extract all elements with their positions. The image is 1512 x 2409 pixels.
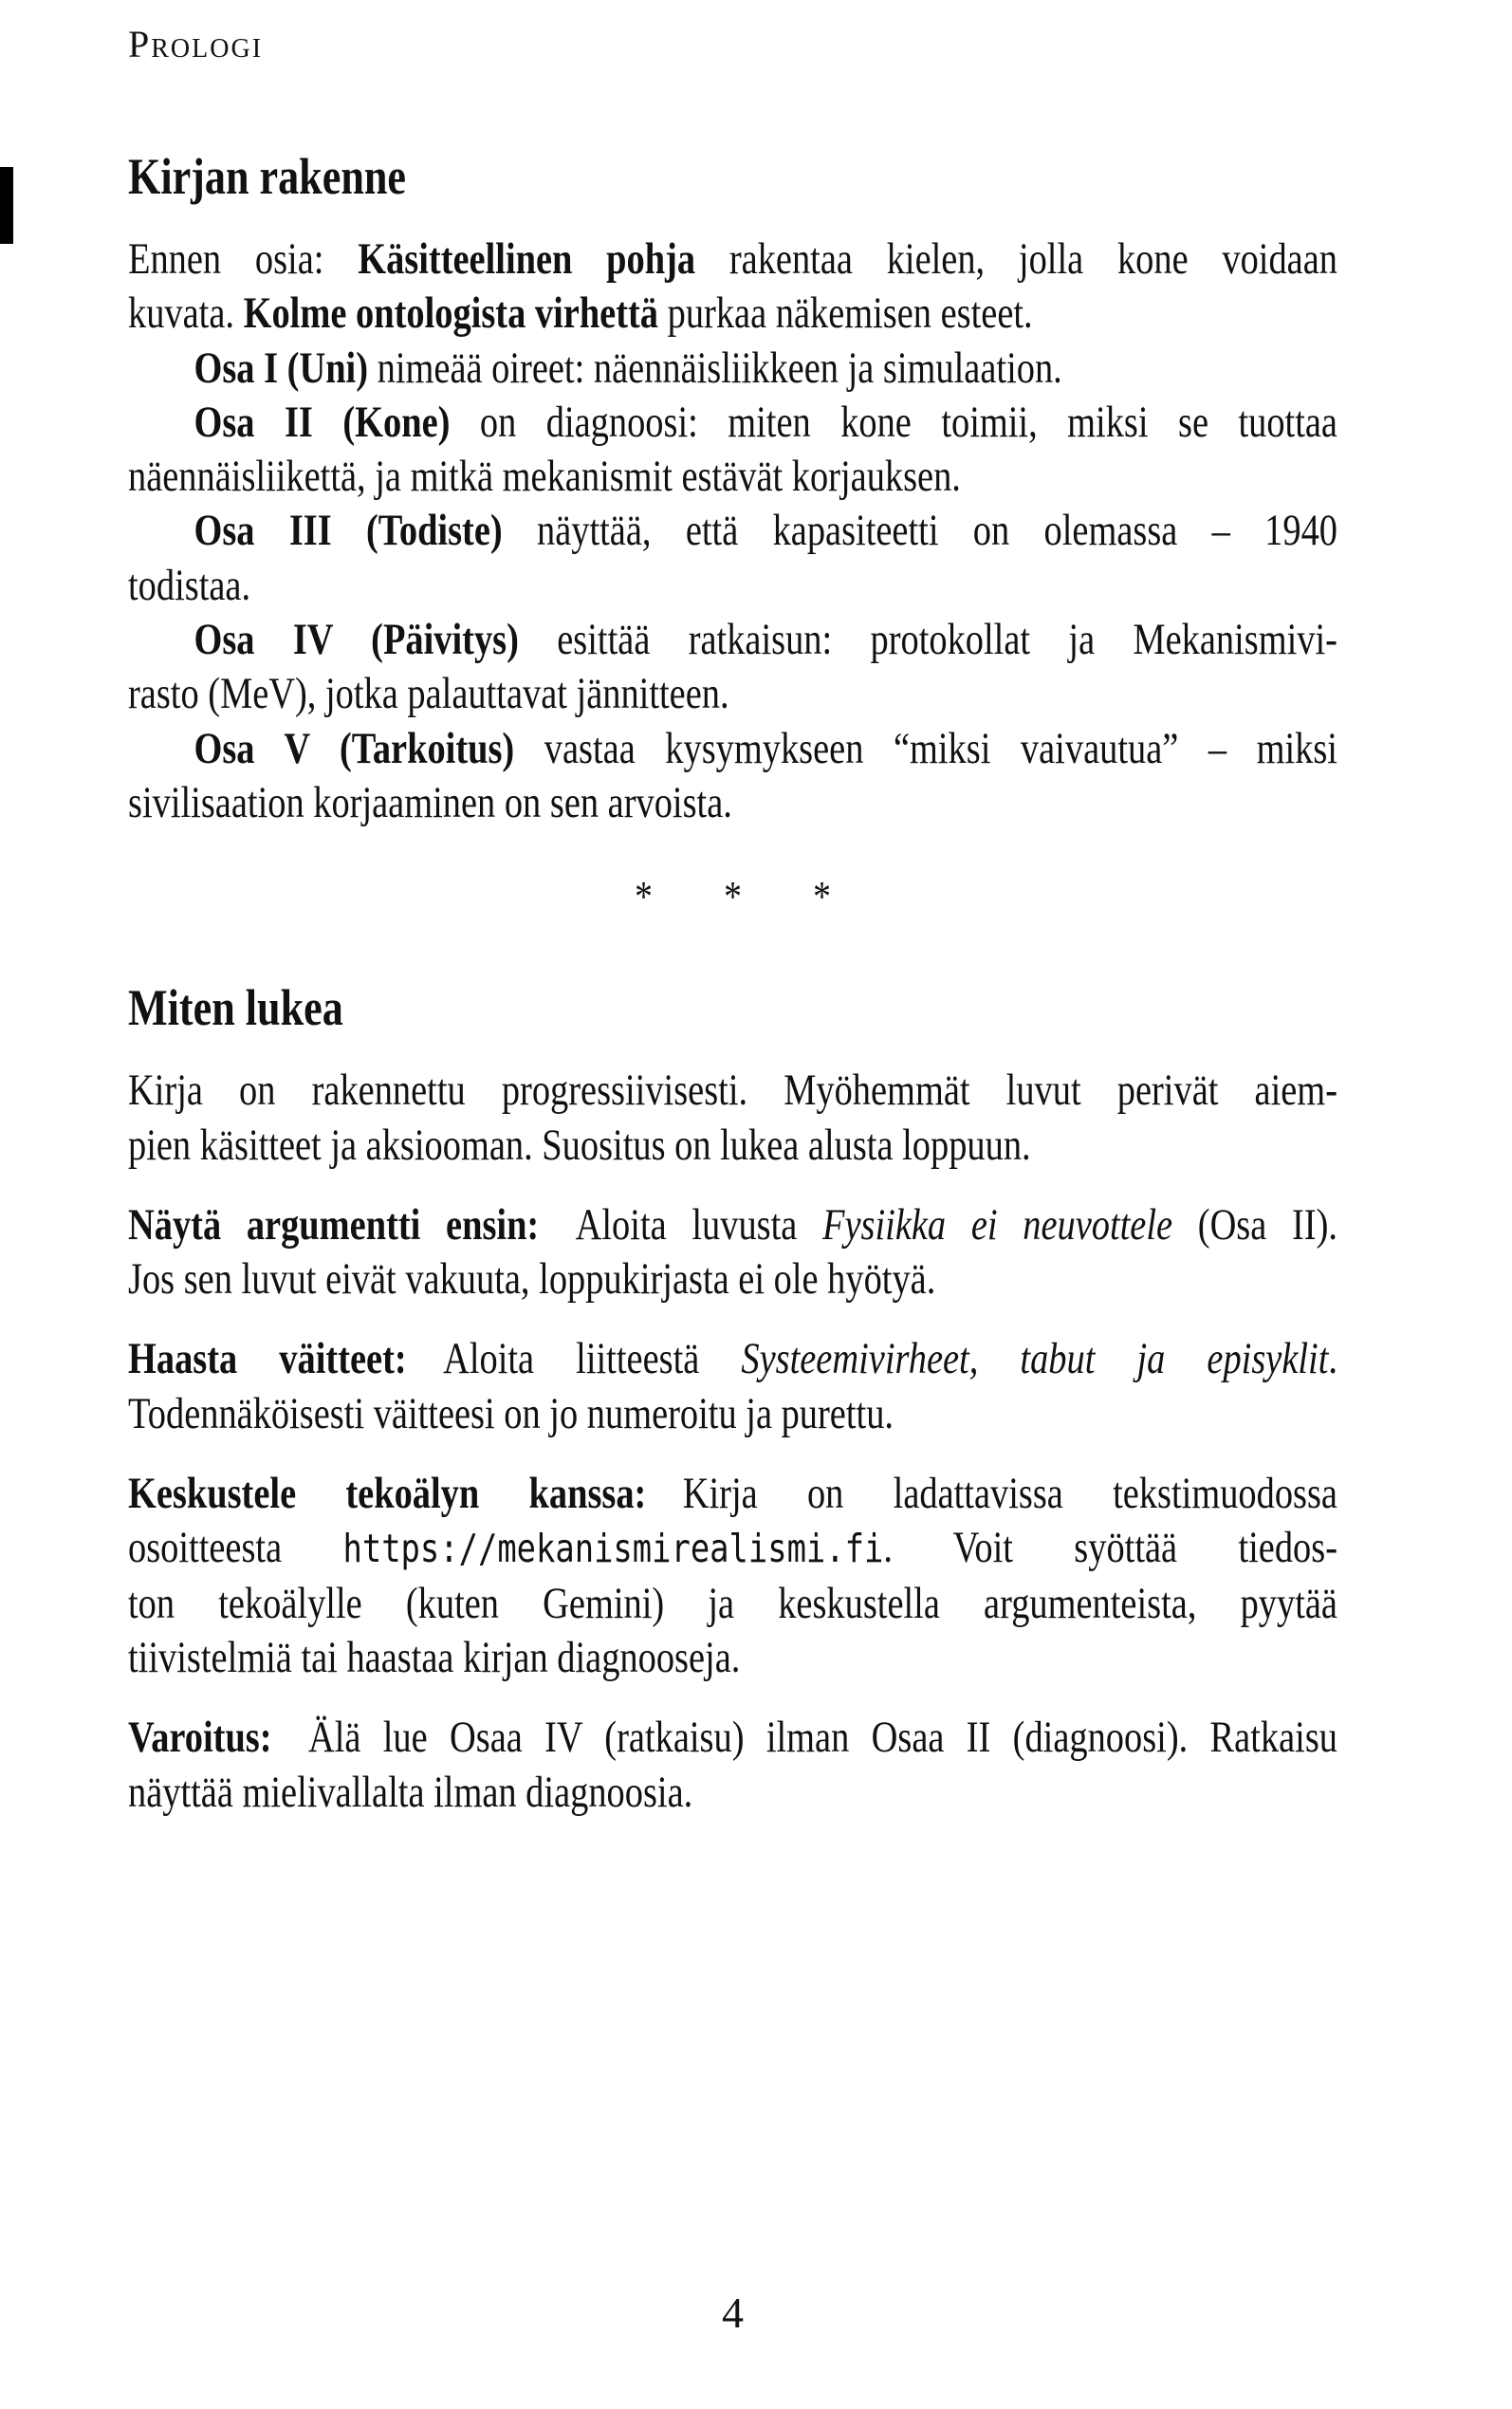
text-run: Varoitus: [128, 1713, 272, 1763]
text-run: kuvata. [128, 288, 244, 339]
text-run: tiivistelmiä tai haastaa kirjan diagnooseja. [128, 1632, 741, 1682]
paragraph [128, 396, 1337, 505]
text-run: rakentaa kielen, jolla kone voidaan [695, 234, 1337, 284]
paragraph [128, 1467, 1337, 1685]
text-line [128, 1577, 1337, 1631]
running-header: Prologi [128, 23, 264, 65]
text-run: Aloita luvusta [539, 1199, 823, 1250]
text-line [128, 232, 1337, 287]
text-run: Keskustele tekoälyn kanssa: [128, 1469, 647, 1519]
text-run: Aloita liitteestä [406, 1334, 742, 1384]
text-run: Haasta väitteet: [128, 1334, 407, 1384]
text-line [128, 722, 1337, 776]
book-url-text: https://mekanismirealismi.fi [342, 1526, 884, 1572]
text-run: Osa II (Kone) [194, 397, 451, 447]
text-run: näennäisliikettä, ja mitkä mekanismit estävät korjauksen. [128, 452, 961, 502]
text-run: Osa IV (Päivitys) [194, 615, 519, 665]
text-line [128, 776, 1337, 830]
text-run: sivilisaation korjaaminen on sen arvoista. [128, 777, 732, 827]
text-run: purkaa näkemisen esteet. [658, 288, 1033, 339]
text-line [128, 1631, 1337, 1685]
text-run: Jos sen luvut eivät vakuuta, loppukirjasta ei ole hyötyä. [128, 1254, 936, 1305]
paragraph [128, 1711, 1337, 1820]
left-edge-marker [0, 167, 13, 244]
text-line [128, 1064, 1337, 1118]
text-run: . Voit syöttää tiedos- [883, 1523, 1337, 1573]
text-line [128, 1521, 1337, 1576]
text-run: näyttää mielivallalta ilman diagnoosia. [128, 1767, 693, 1817]
paragraph [128, 1198, 1337, 1307]
text-run: todistaa. [128, 560, 251, 610]
section-heading: Kirjan rakenne [128, 148, 407, 205]
section-separator: * * * [635, 872, 831, 921]
paragraph [128, 342, 1337, 396]
text-run: vastaa kysymykseen “miksi vaivautua” – miksi [514, 723, 1337, 773]
text-run: Osa III (Todiste) [194, 506, 503, 556]
text-line [128, 342, 1337, 396]
text-line [128, 396, 1337, 450]
text-line [128, 1467, 1337, 1521]
text-line [128, 613, 1337, 667]
paragraph [128, 1332, 1337, 1441]
text-run: osoitteesta [128, 1523, 343, 1573]
paragraph [128, 722, 1337, 831]
text-run: ton tekoälylle (kuten Gemini) ja keskustella argumenteista, pyytää [128, 1578, 1337, 1628]
text-line [128, 1711, 1337, 1765]
text-run: Kirja on rakennettu progressiivisesti. Myöhemmät luvut perivät aiem- [128, 1066, 1337, 1116]
text-run: Osa I (Uni) [194, 343, 369, 393]
text-line [128, 1766, 1337, 1820]
text-column [128, 0, 1337, 1820]
text-run: nimeää oireet: näennäisliikkeen ja simulaation. [368, 343, 1062, 393]
text-line [128, 1387, 1337, 1441]
text-line [128, 1332, 1337, 1386]
text-line [128, 504, 1337, 558]
text-line [128, 1119, 1337, 1173]
text-run: Käsitteellinen pohja [358, 234, 696, 284]
text-run: (Osa II). [1172, 1199, 1337, 1250]
page-number: 4 [722, 2289, 744, 2337]
text-run: Systeemivirheet, tabut ja episyklit [741, 1334, 1329, 1384]
text-line [128, 1252, 1337, 1306]
paragraph [128, 232, 1337, 342]
paragraph [128, 504, 1337, 613]
text-run: Osa V (Tarkoitus) [194, 723, 515, 773]
paragraph [128, 613, 1337, 722]
text-run: Fysiikka ei neuvottele [822, 1199, 1173, 1250]
text-run: Ennen osia: [128, 234, 359, 284]
text-line [128, 559, 1337, 613]
text-line [128, 287, 1337, 341]
text-run: on diagnoosi: miten kone toimii, miksi se tuottaa [450, 397, 1337, 447]
text-run: pien käsitteet ja aksiooman. Suositus on lukea alusta loppuun. [128, 1120, 1031, 1170]
text-run: rasto (MeV), jotka palauttavat jännitteen. [128, 669, 729, 719]
text-run: Näytä argumentti ensin: [128, 1199, 540, 1250]
text-line [128, 667, 1337, 721]
section-heading: Miten lukea [128, 979, 343, 1037]
text-run: esittää ratkaisun: protokollat ja Mekanismivi- [518, 615, 1337, 665]
page-body [128, 0, 1337, 1820]
text-run: Kirja on ladattavissa tekstimuodossa [646, 1469, 1337, 1519]
text-line [128, 450, 1337, 504]
text-line [128, 1198, 1337, 1252]
text-run: . [1328, 1334, 1337, 1384]
text-run: näyttää, että kapasiteetti on olemassa – 1940 [502, 506, 1338, 556]
text-run: Älä lue Osaa IV (ratkaisu) ilman Osaa II (diagnoosi). Ratkaisu [271, 1713, 1337, 1763]
text-run: Kolme ontologista virhettä [243, 288, 659, 339]
paragraph [128, 1064, 1337, 1173]
text-run: Todennäköisesti väitteesi on jo numeroitu ja purettu. [128, 1388, 894, 1438]
